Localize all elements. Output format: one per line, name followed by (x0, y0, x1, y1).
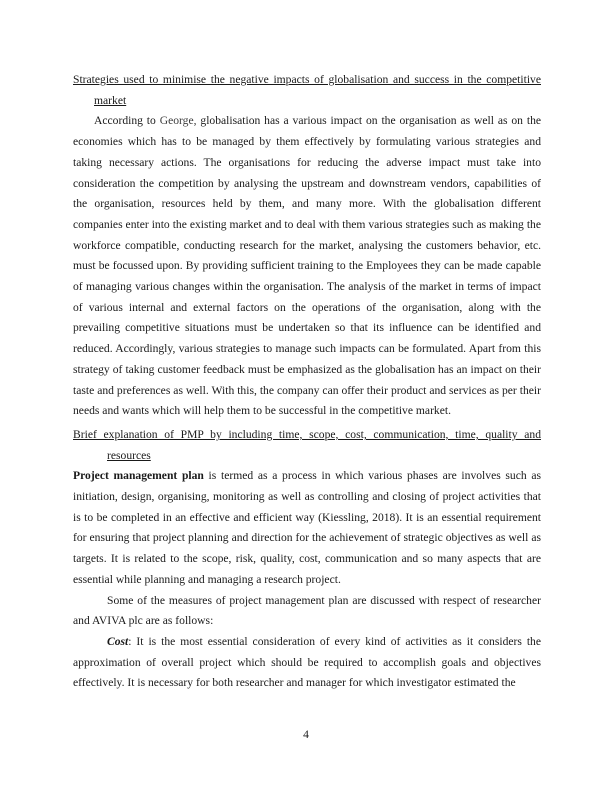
pmp-definition-text: is termed as a process in which various phases are involves such as initiation, design, organising, monitoring as well as controlling and closing of project activities that is to be completed in an effective and efficient way (Kiessling, 2018). It is an essential requirement for ensuring that project planning and direction for the achievement of strategic objectives as well as targets. It is related to the scope, risk, quality, cost, communication and so many aspects that are essential while planning and managing a research project. (73, 469, 541, 586)
paragraph-globalisation (73, 111, 541, 422)
cost-text: : It is the most essential consideration of every kind of activities as it considers the approximation of overall project which should be required to accomplish goals and objectives effectively. It is necessary for both researcher and manager for which investigator estimated the (73, 634, 541, 690)
paragraph-pmp-definition (73, 466, 541, 590)
paragraph-intro: According to (94, 114, 160, 128)
term-project-management-plan: Project management plan (73, 469, 204, 483)
section-heading-globalisation: Strategies used to minimise the negative impacts of globalisation and success in the competitive market (73, 73, 541, 107)
section-heading-pmp: Brief explanation of PMP by including time, scope, cost, communication, time, quality and resources (73, 427, 541, 462)
page-content (73, 70, 541, 694)
author-citation: George, (159, 114, 197, 128)
page-number: 4 (303, 728, 309, 741)
paragraph-cost (73, 632, 541, 694)
cost-label: Cost (107, 634, 129, 648)
paragraph-pmp-measures: Some of the measures of project management plan are discussed with respect of researcher and AVIVA plc are as follows: (73, 593, 541, 628)
paragraph-body: globalisation has a various impact on the organisation as well as on the economies which has to be managed by them effectively by formulating various strategies and taking necessary actions. The organisations for reducing the adverse impact must take into consideration the competition by analysing the upstream and downstream vendors, capabilities of the organisation, resources held by them, and many more. With the globalisation different companies enter into the existing market and to deal with them various strategies such as making the workforce compatible, conducting research for the market, analysing the customers behavior, etc. must be focussed upon. By providing sufficient training to the Employees they can be made capable of managing various changes within the organisation. The analysis of the market in terms of impact of various internal and external factors on the operations of the organisation, along with the prevailing competitive situations must be undertaken so that its influence can be identified and reduced. Accordingly, various strategies to manage such impacts can be formulated. Apart from this strategy of taking customer feedback must be emphasized as the globalisation has an impact on their taste and preferences as well. With this, the company can offer their product and services as per their needs and wants which will help them to be successful in the competitive market. (73, 114, 542, 418)
